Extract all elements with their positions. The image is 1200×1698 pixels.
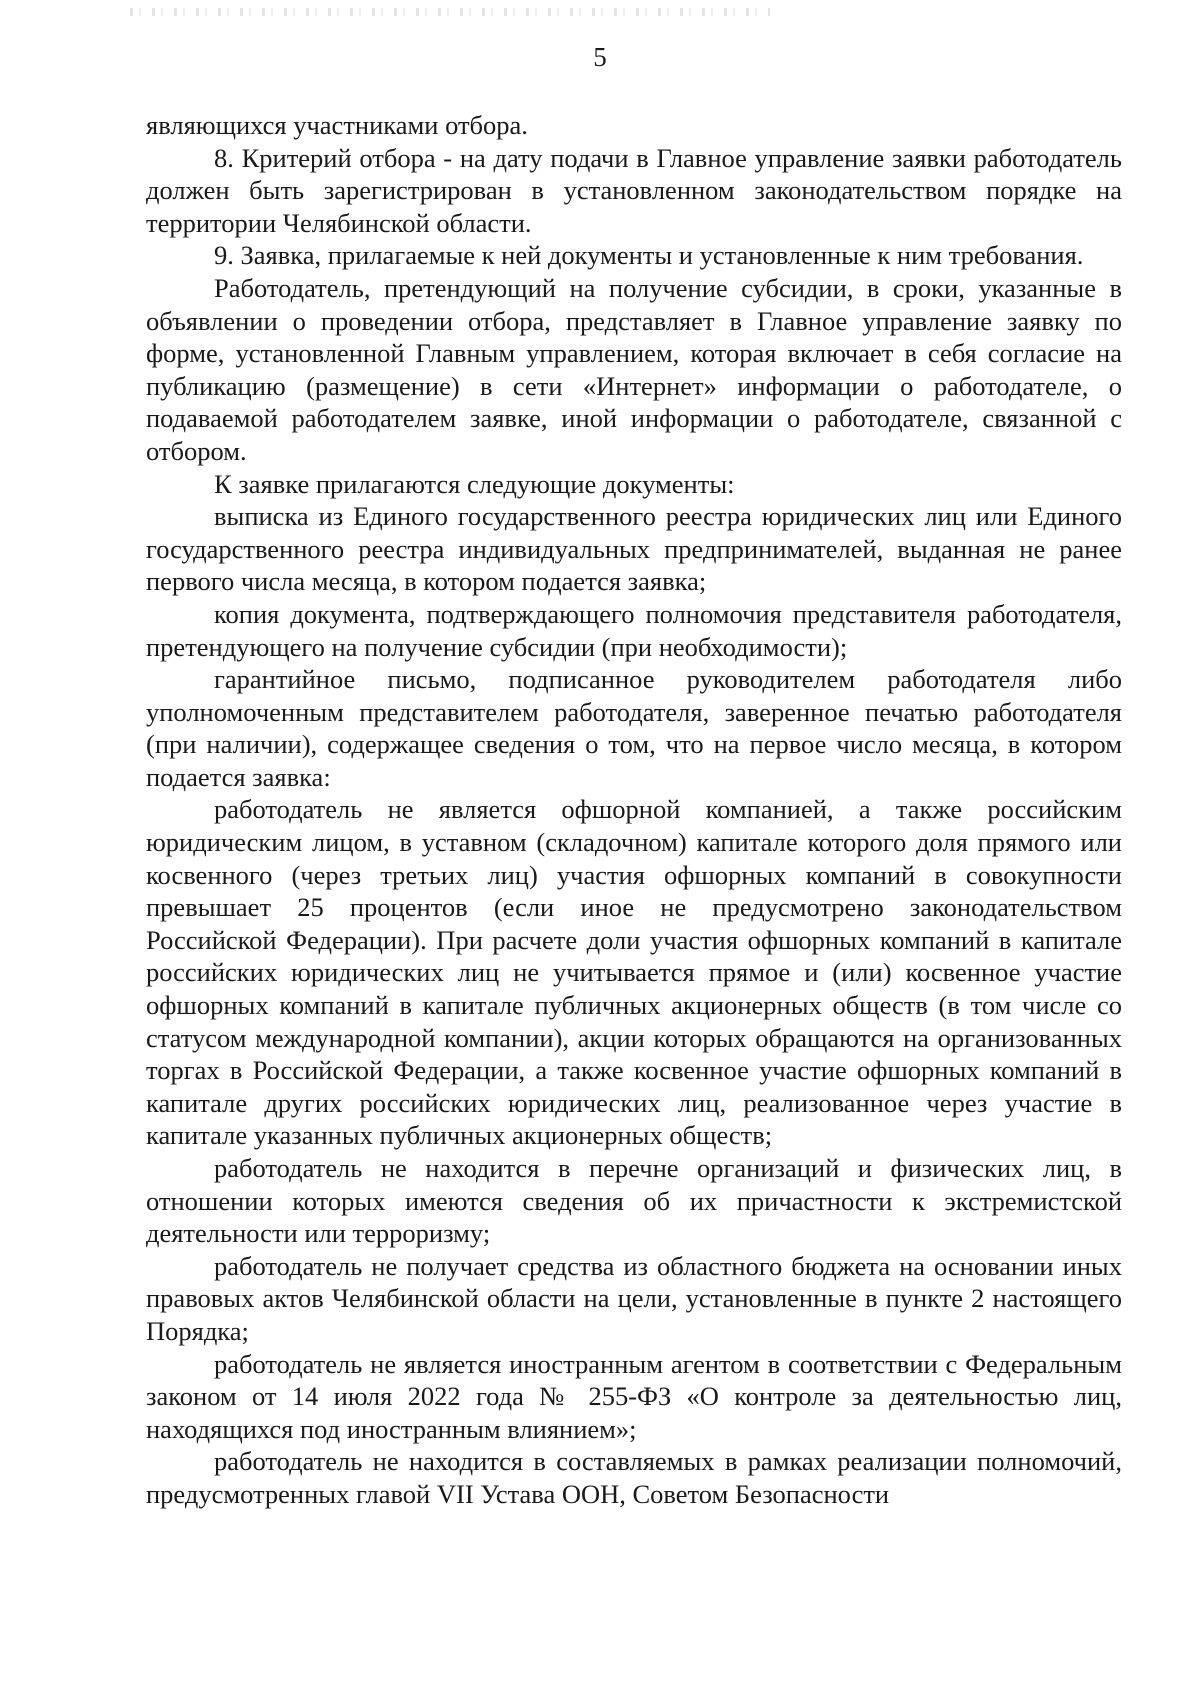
paragraph-un-lists: работодатель не находится в составляемых в рамках реализации полномочий, предусмотренных главой VII Устава ООН, Советом Безопасности: [146, 1446, 1122, 1509]
paragraph-registry-extract: выписка из Единого государственного реестра юридических лиц или Единого государственного реестра индивидуальных предпринимателей, выданная не ранее первого числа месяца, в котором подается заявка;: [146, 501, 1122, 597]
paragraph-foreign-agent: работодатель не является иностранным агентом в соответствии с Федеральным законом от 14 июля 2022 года № 255-ФЗ «О контроле за деятельностью лиц, находящихся под иностранным влиянием»;: [146, 1348, 1122, 1444]
paragraph-extremism: работодатель не находится в перечне организаций и физических лиц, в отношении которых имеются сведения об их причастности к экстремистской деятельности или терроризму;: [146, 1153, 1122, 1249]
scan-artifact: [130, 8, 770, 16]
paragraph-item-8: 8. Критерий отбора - на дату подачи в Главное управление заявки работодатель должен быть зарегистрирован в установленном законодательством порядке на территории Челябинской области.: [146, 142, 1122, 238]
paragraph-continuation: являющихся участниками отбора.: [146, 110, 528, 140]
paragraph-application: Работодатель, претендующий на получение субсидии, в сроки, указанные в объявлении о проведении отбора, представляет в Главное управление заявку по форме, установленной Главным управлением, которая включает в себя согласие на публикацию (размещение) в сети «Интернет» информации о работодателе, о подаваемой работодателем заявке, иной информации о работодателе, связанной с отбором.: [146, 272, 1122, 466]
paragraph-budget-funds: работодатель не получает средства из областного бюджета на основании иных правовых актов Челябинской области на цели, установленные в пункте 2 настоящего Порядка;: [146, 1250, 1122, 1346]
paragraph-offshore: работодатель не является офшорной компанией, а также российским юридическим лицом, в уставном (складочном) капитале которого доля прямого или косвенного (через третьих лиц) участия офшорных компаний в совокупности превышает 25 процентов (если иное не предусмотрено законодательством Российской Федерации). При расчете доли участия офшорных компаний в капитале российских юридических лиц не учитывается прямое и (или) косвенное участие офшорных компаний в капитале публичных акционерных обществ (в том числе со статусом международной компании), акции которых обращаются на организованных торгах в Российской Федерации, а также косвенное участие офшорных компаний в капитале других российских юридических лиц, реализованное через участие в капитале указанных публичных акционерных обществ;: [146, 794, 1122, 1151]
paragraph-item-9: 9. Заявка, прилагаемые к ней документы и установленные к ним требования.: [214, 240, 1084, 271]
document-body: [146, 109, 1122, 1511]
paragraph-guarantee-letter: гарантийное письмо, подписанное руководителем работодателя либо уполномоченным представителем работодателя, заверенное печатью работодателя (при наличии), содержащее сведения о том, что на первое число месяца, в котором подается заявка:: [146, 664, 1122, 792]
paragraph-authority-copy: копия документа, подтверждающего полномочия представителя работодателя, претендующего на получение субсидии (при необходимости);: [146, 598, 1122, 662]
page-number: 5: [593, 42, 607, 72]
paragraph-documents-intro: К заявке прилагаются следующие документы:: [214, 468, 735, 499]
